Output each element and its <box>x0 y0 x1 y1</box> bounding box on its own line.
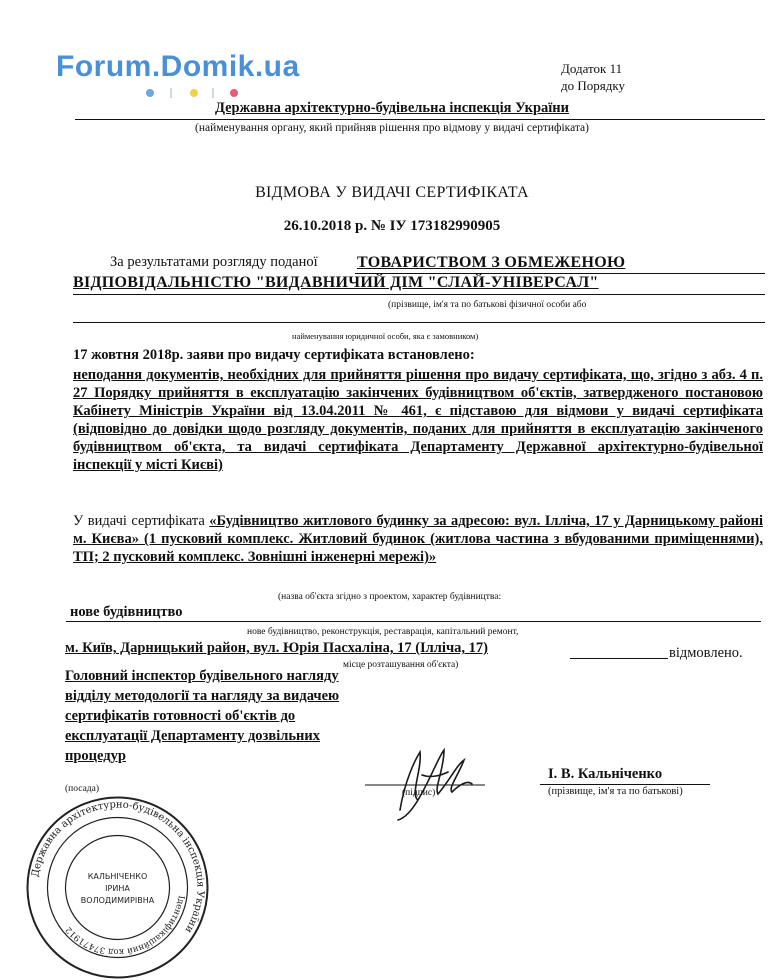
watermark-dots <box>146 88 246 98</box>
object-block <box>73 512 763 566</box>
applicant-rule3 <box>73 322 765 323</box>
appendix-note <box>561 60 625 94</box>
object-result: відмовлено. <box>669 645 743 661</box>
object-location: м. Київ, Дарницький район, вул. Юрія Пасхаліна, 17 (Ілліча, 17) <box>65 640 488 656</box>
stamp-code: Ідентифікаційний код 37471912 <box>63 894 186 957</box>
object-name: «Будівництво житлового будинку за адресою: вул. Ілліча, 17 у Дарницькому районі м. Києва» (1 пусковий комплекс. Житловий будинок (житлова частина з вбудованими приміщеннями), ТП; 2 пусковий комплекс. Зовнішні інженерні мережі)» <box>73 513 763 565</box>
organization-caption: (найменування органу, який прийняв рішення про відмову у видачі сертифіката) <box>195 122 589 134</box>
findings-intro: 17 жовтня 2018р. заяви про видачу сертифіката встановлено: <box>73 347 475 363</box>
signer-name: І. В. Кальніченко <box>548 766 663 782</box>
applicant-rule2 <box>73 294 765 295</box>
document-title: ВІДМОВА У ВИДАЧІ СЕРТИФІКАТА <box>255 184 529 201</box>
stamp-outer-text: Державна архітектурно-будівельна інспекція України <box>30 799 206 935</box>
object-type: нове будівництво <box>70 604 183 620</box>
watermark-logo: Forum.Domik.ua <box>56 50 300 83</box>
handwritten-signature <box>360 740 490 825</box>
applicant-intro: За результатами розгляду поданої <box>110 254 318 270</box>
organization-rule <box>75 119 765 120</box>
organization-name: Державна архітектурно-будівельна інспекція України <box>214 100 570 116</box>
object-prefix: У видачі сертифіката <box>73 513 205 529</box>
appendix-line1: Додаток 11 <box>561 61 623 76</box>
appendix-line2: до Порядку <box>561 78 625 93</box>
official-stamp <box>25 795 210 980</box>
signer-name-caption: (прізвище, ім'я та по батькові) <box>548 786 683 797</box>
stamp-center-line1: КАЛЬНІЧЕНКО <box>87 872 148 881</box>
object-location-rule <box>570 658 668 659</box>
stamp-center-line3: ВОЛОДИМИРІВНА <box>80 896 155 905</box>
stamp-center-line2: ІРИНА <box>105 884 130 893</box>
signature-caption: (підпис) <box>402 788 436 798</box>
applicant-caption-legal: найменування юридичної особи, яка є замовником) <box>292 331 479 341</box>
applicant-name-line2: ВІДПОВІДАЛЬНІСТЮ "ВИДАВНИЧИЙ ДІМ "СЛАЙ-УНІВЕРСАЛ" <box>73 274 599 291</box>
signer-position: Головний інспектор будівельного нагляду відділу методології та нагляду за видачею сертифікатів готовності об'єктів до експлуатації Департаменту дозвільних процедур <box>65 668 340 764</box>
object-location-caption: місце розташування об'єкта) <box>343 660 459 670</box>
signer-name-rule <box>540 784 710 785</box>
findings-reason: неподання документів, необхідних для прийняття рішення про видачу сертифіката, що, згідно з абз. 4 п. 27 Порядку прийняття в експлуатацію закінчених будівництвом об'єктів, затвердженого постановою Кабінету Міністрів України від 13.04.2011 № 461, є підставою для відмови у видачі сертифіката (відповідно до довідки щодо розгляду документів, поданих для прийняття в експлуатацію закінченого будівництвом об'єкта, та видачі сертифіката Департаменту Державної архітектурно-будівельної інспекції у місті Києві) <box>73 367 763 473</box>
applicant-caption-person: (прізвище, ім'я та по батькові фізичної особи або <box>388 300 587 310</box>
object-type-rule <box>66 621 761 622</box>
position-caption: (посада) <box>65 784 99 794</box>
object-type-caption: нове будівництво, реконструкція, реставрація, капітальний ремонт, <box>247 627 519 637</box>
applicant-name-line1: ТОВАРИСТВОМ З ОБМЕЖЕНОЮ <box>357 254 626 271</box>
object-name-caption: (назва об'єкта згідно з проектом, характер будівництва: <box>278 592 502 602</box>
document-number: 26.10.2018 р. № ІУ 173182990905 <box>283 218 501 234</box>
